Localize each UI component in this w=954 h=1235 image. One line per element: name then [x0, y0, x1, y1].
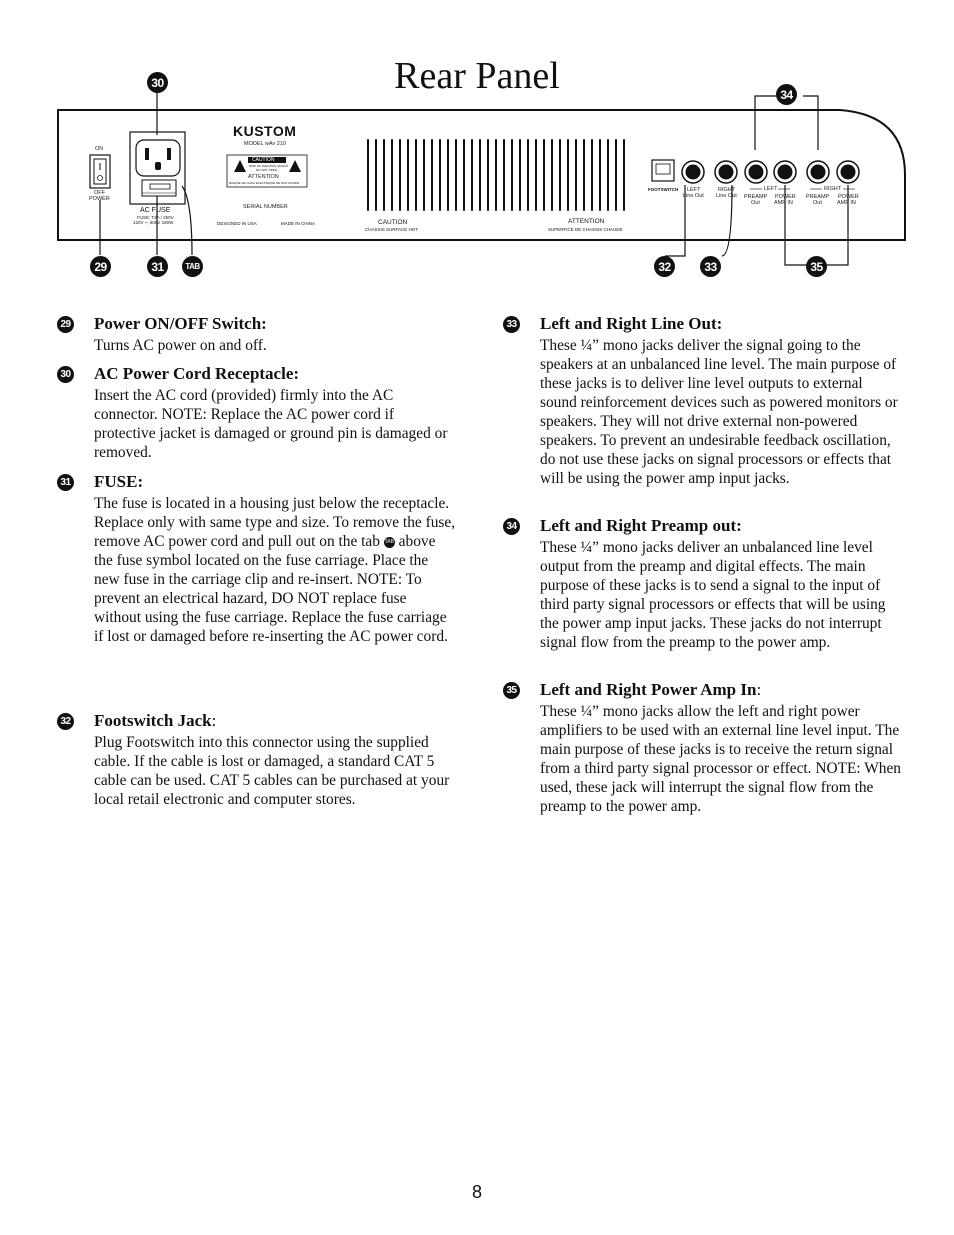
right-line-out-label-2: Line Out: [716, 193, 737, 199]
page-title: Rear Panel: [394, 55, 560, 97]
section-title: Left and Right Preamp out:: [540, 516, 742, 535]
section-title: AC Power Cord Receptacle:: [94, 364, 300, 383]
callout-35: 35: [806, 256, 827, 277]
section-body: Plug Footswitch into this connector using the supplied cable. If the cable is lost or damaged, a standard CAT 5 cable can be used. CAT 5 cables can be purchased at your local retail electronic and computer stores.: [94, 734, 450, 808]
section-number-badge: 30: [57, 366, 74, 383]
power-spec: 120V ~, 60Hz 180W: [133, 220, 174, 225]
section-number-badge: 34: [503, 518, 520, 535]
right-preamp-label-1: PREAMP: [806, 194, 830, 200]
vent-attention-sub: SUPERFICE DE CHASSIS CHAUDE: [548, 227, 623, 232]
section-title: [94, 711, 216, 731]
section-body: Insert the AC cord (provided) firmly into the AC connector. NOTE: Replace the AC power cord if protective jacket is damaged or ground pin is damaged or removed.: [94, 387, 448, 461]
vent-caution-sub: CHASSIS SURFACE HOT: [365, 227, 419, 232]
switch-on-label: ON: [95, 146, 104, 152]
section-title-suffix: :: [756, 680, 762, 699]
callout-33: 33: [700, 256, 721, 277]
switch-power-label: POWER: [89, 196, 110, 202]
section-title-suffix: :: [211, 711, 217, 730]
section-title: [540, 680, 761, 700]
section-body: These ¼” mono jacks deliver the signal going to the speakers at an unbalanced line level. The main purpose of these jacks is to deliver line level outputs to external sound reinforcement devices such as powered monitors or speakers. They will not drive external non-powered speakers. To prevent an undesirable feedback oscillation, do not use these jacks on signal processors or effects that will be using the power amp input jacks.: [540, 337, 898, 487]
footswitch-label: FOOTSWITCH: [648, 187, 679, 192]
left-power-amp-label-1: POWER: [775, 194, 796, 200]
right-power-amp-label-1: POWER: [838, 194, 859, 200]
right-group-label: RIGHT: [824, 186, 842, 192]
section-title: Power ON/OFF Switch:: [94, 314, 267, 333]
switch-off-label: OFF: [94, 190, 105, 196]
callout-34: 34: [776, 84, 797, 105]
page-number: 8: [471, 1182, 482, 1202]
kustom-logo: KUSTOM: [233, 123, 297, 139]
attention-line: RISQUE DE CHOC ELECTRIQUE NE PAS OUVRIR: [229, 181, 300, 185]
designed-label: DESIGNED IN USA: [217, 221, 257, 226]
left-line-out-label-1: LEFT: [687, 187, 701, 193]
section-number-badge: 35: [503, 682, 520, 699]
callout-31: 31: [147, 256, 168, 277]
left-preamp-label-2: Out: [751, 200, 760, 206]
section-body: These ¼” mono jacks deliver an unbalanced line level output from the preamp and digital effects. The main purpose of these jacks is to send a signal to the input of third party signal processors or effects that will be using the power amp input jacks. These jacks do not interrupt signal flow from the preamp to the power amp.: [540, 539, 886, 651]
fuse-body-part1: The fuse is located in a housing just below the receptacle. Replace only with same type and size. To remove the fuse, remove AC power cord and pull out on the tab: [94, 495, 456, 550]
section-ac-cord: [57, 364, 457, 462]
rear-panel-diagram: [0, 0, 954, 290]
vent-attention: ATTENTION: [568, 218, 605, 225]
attention-label-title: ATTENTION: [248, 174, 279, 180]
callout-29: 29: [90, 256, 111, 277]
left-preamp-label-1: PREAMP: [744, 194, 768, 200]
section-number-badge: 29: [57, 316, 74, 333]
serial-number-label: SERIAL NUMBER: [243, 204, 288, 210]
fuse-spec: FUSE: T2A / 250V: [137, 215, 174, 220]
section-preamp-out: [503, 516, 903, 652]
section-power-switch: [57, 314, 457, 355]
right-power-amp-label-2: AMP IN: [837, 200, 856, 206]
made-label: MADE IN CHINA: [281, 221, 316, 226]
tab-icon: TAB: [384, 537, 395, 548]
ac-fuse-label: AC FUSE: [140, 207, 171, 214]
left-line-out-label-2: Line Out: [683, 193, 704, 199]
callout-tab: TAB: [182, 256, 203, 277]
caution-line1: RISK OF ELECTRIC SHOCK: [249, 164, 289, 168]
section-power-amp-in: [503, 680, 903, 816]
caution-line2: DO NOT OPEN: [256, 168, 277, 172]
section-number-badge: 33: [503, 316, 520, 333]
right-line-out-label-1: RIGHT: [718, 187, 736, 193]
section-title-text: Footswitch Jack: [94, 711, 212, 730]
section-body: [94, 494, 457, 646]
model-label: MODEL wAv 210: [244, 141, 286, 147]
vent-caution: CAUTION: [378, 219, 408, 226]
section-footswitch: [57, 711, 457, 809]
left-power-amp-label-2: AMP IN: [774, 200, 793, 206]
section-title-text: Left and Right Power Amp In: [540, 680, 757, 699]
section-number-badge: 32: [57, 713, 74, 730]
fuse-body-part2: above the fuse symbol located on the fuse carriage. Place the new fuse in the carriage clip and re-insert. NOTE: To prevent an electrical hazard, DO NOT replace fuse without using the fuse carriage. Replace the fuse carriage if lost or damaged before re-inserting the AC power cord.: [94, 533, 448, 645]
right-preamp-label-2: Out: [813, 200, 822, 206]
callout-30: 30: [147, 72, 168, 93]
section-title: FUSE:: [94, 472, 144, 491]
section-line-out: [503, 314, 903, 488]
caution-label-title: CAUTION: [252, 157, 275, 163]
section-fuse: [57, 472, 457, 646]
left-group-label: LEFT: [764, 186, 778, 192]
section-body: These ¼” mono jacks allow the left and right power amplifiers to be used with an external line level input. The main purpose of these jacks is to receive the return signal from a third party signal processor or effect. NOTE: When used, these jack will interrupt the signal flow from the preamp to the power amp.: [540, 703, 901, 815]
callout-32: 32: [654, 256, 675, 277]
section-title: Left and Right Line Out:: [540, 314, 723, 333]
section-body: Turns AC power on and off.: [94, 337, 267, 354]
section-number-badge: 31: [57, 474, 74, 491]
